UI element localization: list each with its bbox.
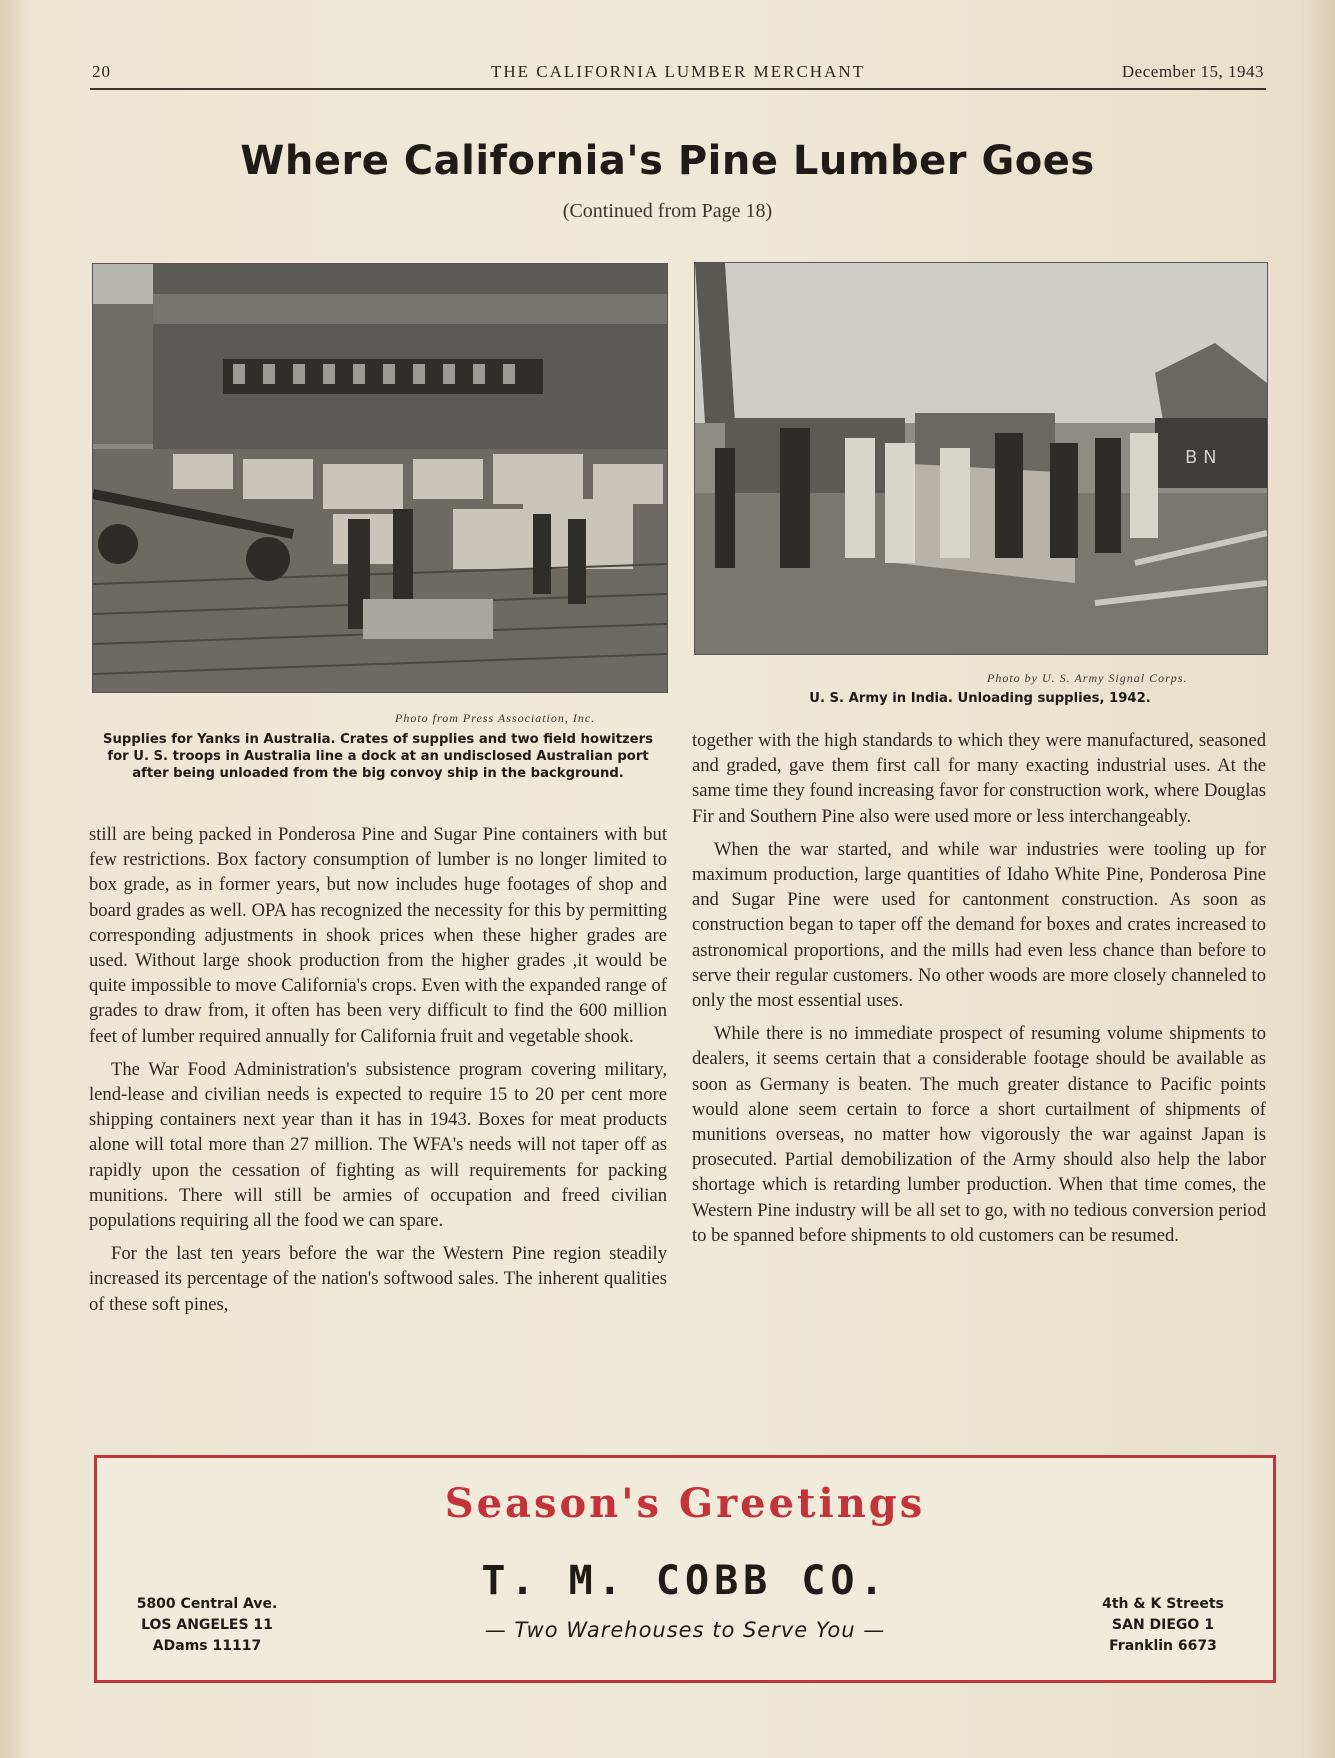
paragraph: The War Food Administration's subsistence program covering military, lend-lease and civilian needs is expected to require 15 to 20 per cent more shipping containers next year than it has in 1943. Boxes for meat products alone will total more than 27 million. The WFA's needs will not taper off as rapidly upon the cessation of fighting as will requirements for packing munitions. There will still be armies of occupation and freed civilian populations requiring all the food we can spare.	[89, 1058, 667, 1232]
issue-date: December 15, 1943	[1121, 62, 1264, 81]
svg-text:B N: B N	[1185, 447, 1217, 468]
india-photo-image	[695, 263, 1267, 654]
address-line: Franklin 6673	[1109, 1638, 1217, 1654]
address-line: 4th & K Streets	[1102, 1596, 1224, 1612]
paragraph: While there is no immediate prospect of resuming volume shipments to dealers, it seems certain that a considerable footage should be available as soon as Germany is beaten. The much greater distance to Pacific points would alone seem certain to force a short curtailment of shipments of munitions overseas, no matter how vigorously the war against Japan is prosecuted. Partial demobilization of the Army should also help the labor shortage which is retarding lumber production. When that time comes, the Western Pine industry will be all set to go, with no tedious conversion period to be spanned before shipments to old customers can be resumed.	[692, 1023, 1266, 1246]
right-photo-caption: U. S. Army in India. Unloading supplies, 1942.	[809, 691, 1151, 706]
right-photo-credit: Photo by U. S. Army Signal Corps.	[987, 671, 1188, 685]
dock-photo-image	[93, 264, 667, 692]
ad-company-name: T. M. COBB CO.	[481, 1558, 889, 1604]
article-title: Where California's Pine Lumber Goes	[240, 138, 1095, 184]
article-subtitle: (Continued from Page 18)	[562, 200, 773, 222]
address-line: SAN DIEGO 1	[1112, 1617, 1214, 1633]
address-line: LOS ANGELES 11	[141, 1617, 273, 1633]
paragraph: When the war started, and while war industries were tooling up for maximum production, large quantities of Idaho White Pine, Ponderosa Pine and Sugar Pine were used for cantonment construction. As soon as construction began to taper off the demand for boxes and crates increased to astronomical proportions, and the mills had even less chance than before to serve their regular customers. No other woods are more closely channeled to only the most essential uses.	[692, 838, 1266, 1012]
address-line: 5800 Central Ave.	[136, 1596, 278, 1612]
article-column-left	[89, 822, 667, 1325]
ad-address-san-diego	[1073, 1594, 1253, 1657]
paragraph: together with the high standards to which they were manufactured, seasoned and graded, gave them first call for many exacting industrial uses. At the same time they found increasing favor for construction work, where Douglas Fir and Southern Pine also were used more or less interchangeably.	[692, 730, 1266, 827]
paragraph: still are being packed in Ponderosa Pine and Sugar Pine containers with but few restrictions. Box factory consumption of lumber is no longer limited to box grade, as in former years, but now includes huge footages of shop and board grades as well. OPA has recognized the necessity for this by permitting corresponding adjustments in shook prices when these higher grades are used. Without large shook production from the higher grades ,it would be quite impossible to move California's crops. Even with the expanded range of grades to draw from, it often has been very difficult to find the 600 million feet of lumber required annually for California fruit and vegetable shook.	[89, 824, 667, 1047]
page-number: 20	[92, 62, 111, 81]
article-column-right	[692, 728, 1266, 1256]
photo-india-unloading	[694, 262, 1268, 655]
paragraph: For the last ten years before the war the Western Pine region steadily increased its percentage of the nation's softwood sales. The inherent qualities of these soft pines,	[89, 1243, 667, 1315]
ad-tagline: — Two Warehouses to Serve You —	[484, 1618, 886, 1642]
masthead: THE CALIFORNIA LUMBER MERCHANT	[490, 62, 866, 81]
left-photo-credit: Photo from Press Association, Inc.	[395, 711, 596, 725]
ad-greeting: Season's Greetings	[444, 1480, 926, 1527]
advertisement-tm-cobb	[94, 1455, 1276, 1683]
ad-address-los-angeles	[117, 1594, 297, 1657]
page-header	[90, 62, 1266, 90]
left-photo-caption: Supplies for Yanks in Australia. Crates of supplies and two field howitzers for U. S. troops in Australia line a dock at an undisclosed Australian port after being unloaded from the big convoy ship in the background.	[103, 732, 653, 781]
address-line: ADams 11117	[152, 1638, 262, 1654]
photo-australia-dock	[92, 263, 668, 693]
